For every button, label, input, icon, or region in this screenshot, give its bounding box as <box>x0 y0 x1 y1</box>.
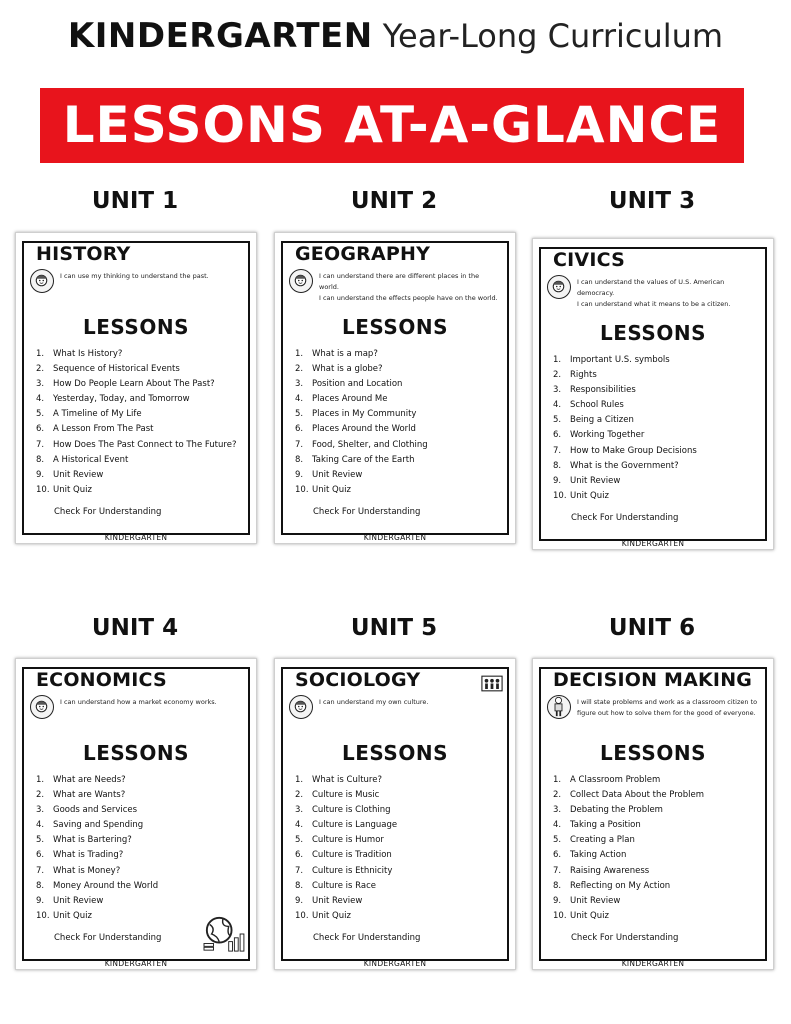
student-face-icon <box>289 269 313 293</box>
objective-line: I can understand there are different places in the world. <box>319 272 480 291</box>
lesson-title: Being a Citizen <box>570 415 634 426</box>
lesson-title: Position and Location <box>312 379 403 390</box>
lesson-number: 10. <box>295 910 309 921</box>
lesson-number: 7. <box>36 439 45 450</box>
unit-card <box>274 232 516 544</box>
list-item <box>295 848 501 863</box>
lesson-title: Unit Quiz <box>570 490 609 501</box>
lesson-title: What are Needs? <box>53 775 126 785</box>
lesson-title: Taking Care of the Earth <box>312 454 415 465</box>
objective-line: I can understand the values of U.S. American democracy. <box>577 278 725 297</box>
lesson-title: Culture is Race <box>312 880 376 891</box>
lessons-heading: LESSONS <box>342 741 448 765</box>
lesson-number: 3. <box>36 805 45 816</box>
list-item <box>553 489 759 504</box>
lesson-title: Working Together <box>570 430 645 441</box>
list-item <box>36 879 242 894</box>
list-item <box>553 879 759 894</box>
lesson-number: 6. <box>553 430 562 441</box>
check-for-understanding: Check For Understanding <box>313 507 421 517</box>
list-item <box>36 833 242 848</box>
lesson-list <box>36 773 242 924</box>
unit-card <box>15 658 257 970</box>
lesson-title: Culture is Music <box>312 790 380 801</box>
lesson-title: Taking a Position <box>570 820 641 831</box>
lesson-number: 5. <box>36 835 45 846</box>
lesson-title: Unit Review <box>570 895 621 906</box>
lesson-number: 9. <box>36 895 45 906</box>
lesson-list <box>295 347 501 498</box>
lesson-number: 6. <box>295 424 304 435</box>
student-face-icon <box>289 695 313 719</box>
lesson-title: Sequence of Historical Events <box>53 364 180 375</box>
lesson-number: 3. <box>553 805 562 816</box>
unit-label: UNIT 5 <box>350 615 438 641</box>
lesson-title: What is a globe? <box>312 364 383 375</box>
list-item <box>36 818 242 833</box>
lesson-number: 2. <box>553 370 562 381</box>
grade-footer: KINDERGARTEN <box>104 959 168 968</box>
list-item <box>36 773 242 788</box>
lessons-banner: LESSONS AT-A-GLANCE <box>40 88 744 163</box>
lesson-number: 10. <box>553 910 567 921</box>
lesson-number: 7. <box>553 445 562 456</box>
list-item <box>295 438 501 453</box>
list-item <box>553 803 759 818</box>
list-item <box>295 422 501 437</box>
list-item <box>553 894 759 909</box>
lesson-number: 5. <box>295 409 304 420</box>
grade-footer: KINDERGARTEN <box>621 539 685 548</box>
objective-line: I will state problems and work as a classroom citizen to <box>577 698 758 706</box>
lesson-title: Unit Review <box>53 895 104 906</box>
subject-title: DECISION MAKING <box>549 669 756 691</box>
lessons-heading: LESSONS <box>83 315 189 339</box>
check-for-understanding: Check For Understanding <box>313 933 421 943</box>
lesson-title: How Does The Past Connect to The Future? <box>53 439 237 450</box>
check-for-understanding: Check For Understanding <box>571 933 679 943</box>
list-item <box>36 803 242 818</box>
list-item <box>553 818 759 833</box>
list-item <box>295 909 501 924</box>
list-item <box>295 347 501 362</box>
unit-label: UNIT 2 <box>350 188 438 214</box>
list-item <box>553 833 759 848</box>
lesson-title: Unit Review <box>312 469 363 480</box>
list-item <box>553 383 759 398</box>
lesson-title: Culture is Clothing <box>312 805 391 816</box>
lesson-title: What are Wants? <box>53 790 126 801</box>
check-for-understanding: Check For Understanding <box>54 507 162 517</box>
list-item <box>553 864 759 879</box>
grade-footer: KINDERGARTEN <box>363 959 427 968</box>
lesson-title: Unit Quiz <box>312 910 351 921</box>
lesson-number: 1. <box>295 349 304 359</box>
card-frame <box>22 241 250 542</box>
lesson-title: Unit Quiz <box>53 910 92 921</box>
list-item <box>553 353 759 368</box>
lesson-title: Important U.S. symbols <box>570 355 670 365</box>
list-item <box>295 407 501 422</box>
lesson-title: Debating the Problem <box>570 805 663 816</box>
grade-footer: KINDERGARTEN <box>621 959 685 968</box>
subject-title: SOCIOLOGY <box>291 669 424 691</box>
lesson-list <box>553 773 759 924</box>
lesson-title: Unit Review <box>570 475 621 486</box>
list-item <box>295 468 501 483</box>
list-item <box>295 788 501 803</box>
lesson-number: 6. <box>295 850 304 861</box>
student-face-icon <box>30 695 54 719</box>
objective-line: I can use my thinking to understand the past. <box>60 272 209 280</box>
unit-card <box>532 658 774 970</box>
lesson-title: A Timeline of My Life <box>53 409 142 420</box>
unit-label: UNIT 1 <box>91 188 179 214</box>
lesson-title: Culture is Humor <box>312 835 384 846</box>
card-frame <box>281 241 509 542</box>
title-subtitle: Year-Long Curriculum <box>382 17 724 55</box>
lesson-number: 10. <box>553 490 567 501</box>
lesson-number: 9. <box>36 469 45 480</box>
lesson-number: 2. <box>36 364 45 375</box>
lesson-title: Places Around the World <box>312 424 416 435</box>
lesson-title: Places Around Me <box>312 394 388 405</box>
lesson-title: How Do People Learn About The Past? <box>53 379 215 390</box>
unit-card <box>274 658 516 970</box>
list-item <box>36 864 242 879</box>
lesson-number: 6. <box>36 424 45 435</box>
lesson-title: A Lesson From The Past <box>53 424 154 435</box>
learning-objectives <box>577 697 759 719</box>
lessons-heading: LESSONS <box>83 741 189 765</box>
lesson-number: 4. <box>36 820 45 831</box>
card-frame <box>281 667 509 968</box>
list-item <box>553 474 759 489</box>
list-item <box>36 422 242 437</box>
lesson-title: Raising Awareness <box>570 865 650 876</box>
lesson-number: 6. <box>553 850 562 861</box>
lesson-number: 3. <box>553 385 562 396</box>
list-item <box>295 362 501 377</box>
lessons-heading: LESSONS <box>342 315 448 339</box>
card-frame <box>22 667 250 968</box>
lesson-number: 7. <box>36 865 45 876</box>
page-title <box>0 16 791 56</box>
lesson-title: Unit Quiz <box>53 484 92 495</box>
list-item <box>36 483 242 498</box>
lesson-number: 1. <box>36 349 45 359</box>
lesson-number: 8. <box>553 460 562 471</box>
lesson-title: Culture is Language <box>312 820 398 831</box>
lesson-title: Culture is Ethnicity <box>312 865 393 876</box>
student-face-icon <box>547 275 571 299</box>
lesson-title: A Historical Event <box>53 454 129 465</box>
lesson-title: Reflecting on My Action <box>570 880 671 891</box>
list-item <box>36 407 242 422</box>
list-item <box>553 773 759 788</box>
list-item <box>36 392 242 407</box>
list-item <box>36 468 242 483</box>
list-item <box>295 879 501 894</box>
lesson-title: Saving and Spending <box>53 820 144 831</box>
lesson-number: 5. <box>553 415 562 426</box>
lesson-number: 5. <box>295 835 304 846</box>
unit-label: UNIT 3 <box>608 188 696 214</box>
lesson-number: 4. <box>553 400 562 411</box>
lesson-title: What is Bartering? <box>53 835 132 846</box>
lesson-title: Unit Quiz <box>570 910 609 921</box>
list-item <box>36 362 242 377</box>
list-item <box>553 428 759 443</box>
lesson-title: Places in My Community <box>312 409 417 420</box>
list-item <box>36 788 242 803</box>
list-item <box>36 377 242 392</box>
subject-title: CIVICS <box>549 249 629 271</box>
globe-coins-chart-icon <box>200 915 246 957</box>
unit-card <box>532 238 774 550</box>
lesson-title: A Classroom Problem <box>570 775 661 785</box>
learning-objectives <box>60 697 242 708</box>
lesson-number: 1. <box>553 775 562 785</box>
list-item <box>36 894 242 909</box>
list-item <box>36 347 242 362</box>
lesson-number: 3. <box>36 379 45 390</box>
lesson-number: 1. <box>553 355 562 365</box>
list-item <box>36 438 242 453</box>
lesson-number: 4. <box>36 394 45 405</box>
lesson-number: 8. <box>553 880 562 891</box>
unit-label: UNIT 4 <box>91 615 179 641</box>
lesson-number: 10. <box>295 484 309 495</box>
lesson-number: 6. <box>36 850 45 861</box>
list-item <box>295 833 501 848</box>
learning-objectives <box>60 271 242 282</box>
lesson-list <box>553 353 759 504</box>
learning-objectives <box>319 271 501 304</box>
lesson-number: 4. <box>295 820 304 831</box>
lesson-number: 7. <box>553 865 562 876</box>
objective-line: figure out how to solve them for the good of everyone. <box>577 709 756 717</box>
list-item <box>553 368 759 383</box>
lesson-title: Taking Action <box>570 850 627 861</box>
lesson-title: Unit Quiz <box>312 484 351 495</box>
check-for-understanding: Check For Understanding <box>54 933 162 943</box>
lesson-number: 9. <box>295 469 304 480</box>
lesson-title: What Is History? <box>53 349 123 359</box>
lesson-number: 9. <box>553 895 562 906</box>
lesson-title: Food, Shelter, and Clothing <box>312 439 428 450</box>
lesson-number: 4. <box>295 394 304 405</box>
lesson-title: Rights <box>570 370 597 381</box>
lesson-number: 9. <box>295 895 304 906</box>
student-standing-icon <box>547 695 571 719</box>
list-item <box>295 483 501 498</box>
lesson-title: Creating a Plan <box>570 835 635 846</box>
lesson-title: What is the Government? <box>570 460 679 471</box>
lesson-title: Collect Data About the Problem <box>570 790 705 801</box>
list-item <box>553 444 759 459</box>
lesson-number: 3. <box>295 805 304 816</box>
learning-objectives <box>319 697 501 708</box>
list-item <box>295 453 501 468</box>
people-group-icon <box>481 675 503 696</box>
lesson-title: Yesterday, Today, and Tomorrow <box>53 394 190 405</box>
lesson-number: 8. <box>295 454 304 465</box>
grade-footer: KINDERGARTEN <box>104 533 168 542</box>
objective-line: I can understand the effects people have on the world. <box>319 294 498 302</box>
lesson-number: 5. <box>553 835 562 846</box>
learning-objectives <box>577 277 759 310</box>
lesson-number: 2. <box>553 790 562 801</box>
list-item <box>295 392 501 407</box>
lesson-title: Goods and Services <box>53 805 138 816</box>
lesson-number: 8. <box>36 880 45 891</box>
card-frame <box>539 667 767 968</box>
list-item <box>36 453 242 468</box>
lesson-list <box>295 773 501 924</box>
subject-title: HISTORY <box>32 243 135 265</box>
lesson-number: 10. <box>36 910 50 921</box>
lesson-number: 2. <box>295 790 304 801</box>
lesson-number: 7. <box>295 865 304 876</box>
subject-title: GEOGRAPHY <box>291 243 434 265</box>
lesson-number: 1. <box>295 775 304 785</box>
card-frame <box>539 247 767 548</box>
list-item <box>295 803 501 818</box>
lesson-title: Unit Review <box>53 469 104 480</box>
list-item <box>36 848 242 863</box>
subject-title: ECONOMICS <box>32 669 171 691</box>
list-item <box>553 413 759 428</box>
lesson-list <box>36 347 242 498</box>
lesson-number: 2. <box>36 790 45 801</box>
list-item <box>553 909 759 924</box>
check-for-understanding: Check For Understanding <box>571 513 679 523</box>
list-item <box>553 848 759 863</box>
lesson-number: 8. <box>36 454 45 465</box>
lesson-title: School Rules <box>570 400 624 411</box>
lesson-number: 2. <box>295 364 304 375</box>
list-item <box>295 773 501 788</box>
lesson-number: 1. <box>36 775 45 785</box>
list-item <box>553 788 759 803</box>
lesson-number: 9. <box>553 475 562 486</box>
lesson-number: 3. <box>295 379 304 390</box>
list-item <box>295 864 501 879</box>
student-face-icon <box>30 269 54 293</box>
lesson-title: Money Around the World <box>53 880 159 891</box>
unit-card <box>15 232 257 544</box>
lesson-title: Responsibilities <box>570 385 636 396</box>
list-item <box>553 459 759 474</box>
unit-label: UNIT 6 <box>608 615 696 641</box>
lessons-heading: LESSONS <box>600 321 706 345</box>
lesson-title: Culture is Tradition <box>312 850 392 861</box>
lesson-title: What is Money? <box>53 865 121 876</box>
lesson-number: 7. <box>295 439 304 450</box>
lesson-title: What is Trading? <box>53 850 124 861</box>
objective-line: I can understand how a market economy works. <box>60 698 217 706</box>
list-item <box>553 398 759 413</box>
grade-footer: KINDERGARTEN <box>363 533 427 542</box>
list-item <box>295 377 501 392</box>
objective-line: I can understand what it means to be a citizen. <box>577 300 731 308</box>
list-item <box>295 818 501 833</box>
lesson-title: Unit Review <box>312 895 363 906</box>
lessons-heading: LESSONS <box>600 741 706 765</box>
lesson-title: How to Make Group Decisions <box>570 445 697 456</box>
lesson-title: What is a map? <box>312 349 378 359</box>
lesson-title: What is Culture? <box>312 775 382 785</box>
lesson-number: 10. <box>36 484 50 495</box>
lesson-number: 4. <box>553 820 562 831</box>
list-item <box>295 894 501 909</box>
objective-line: I can understand my own culture. <box>319 698 429 706</box>
lesson-number: 5. <box>36 409 45 420</box>
lesson-number: 8. <box>295 880 304 891</box>
title-grade: KINDERGARTEN <box>67 16 373 56</box>
